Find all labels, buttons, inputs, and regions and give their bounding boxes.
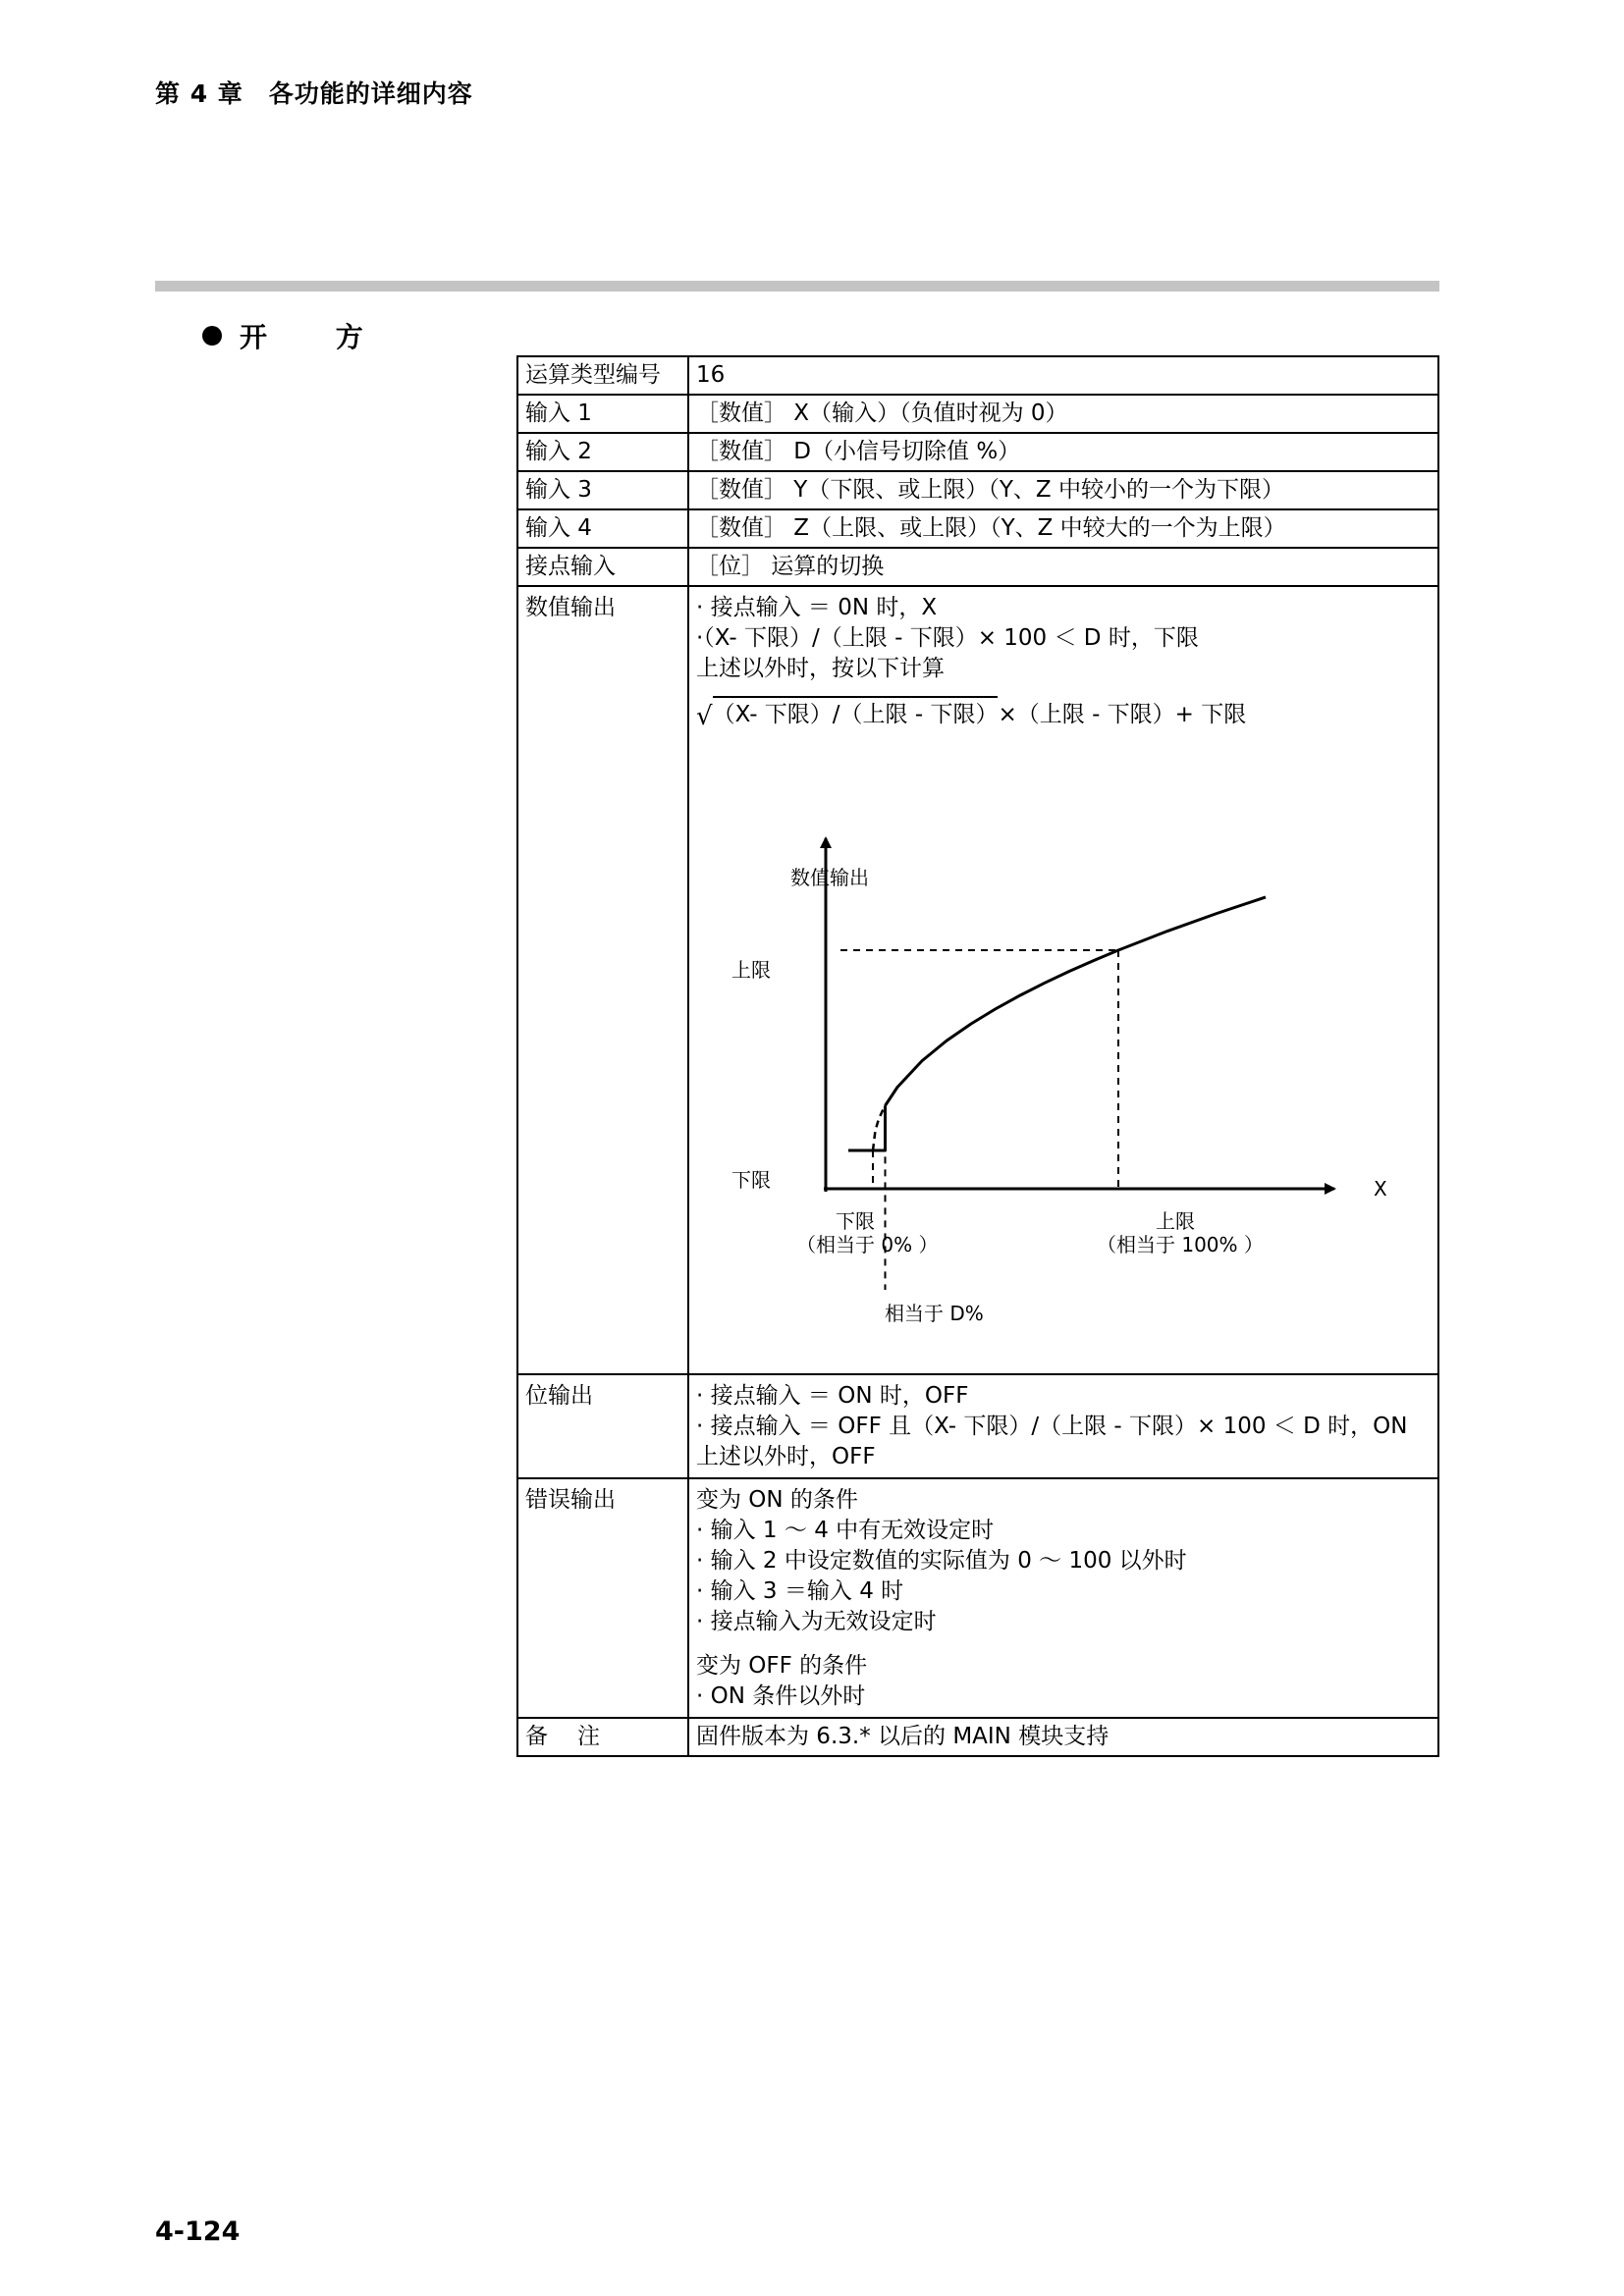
row-value: ［数值］ X（输入）（负值时视为 0）: [688, 395, 1438, 433]
x-tick-upper-label: 上限: [1156, 1209, 1195, 1233]
table-row: [517, 356, 1438, 395]
x-tick-upper-note: （相当于 100% ）: [1097, 1233, 1264, 1256]
sqrt-formula: [696, 696, 1431, 730]
chart-svg: [696, 730, 1383, 1368]
row-key: 数值输出: [517, 586, 688, 1374]
table-row-error-output: [517, 1478, 1438, 1718]
table-row: [517, 471, 1438, 509]
d-percent-label: 相当于 D%: [885, 1302, 984, 1325]
error-off-title: 变为 OFF 的条件: [696, 1653, 868, 1679]
formula-radicand: （X- 下限）/（上限 - 下限）: [713, 696, 999, 730]
numeric-output-line: · 接点输入 ＝ 0N 时，X: [696, 595, 938, 620]
x-tick-lower-label: 下限: [836, 1209, 875, 1233]
series-line-1: [886, 897, 1267, 1105]
error-on-line: · 接点输入为无效设定时: [696, 1609, 937, 1634]
table-row: [517, 548, 1438, 586]
x-tick-upper: [1097, 1209, 1264, 1256]
table-row-bit-output: [517, 1374, 1438, 1478]
row-value: 16: [688, 356, 1438, 395]
numeric-output-line: ·（X- 下限）/（上限 - 下限）× 100 ＜ D 时，下限: [696, 625, 1199, 651]
row-value: 固件版本为 6.3.* 以后的 MAIN 模块支持: [688, 1718, 1438, 1756]
x-tick-lower-note: （相当于 0% ）: [796, 1233, 939, 1256]
table-row: [517, 1718, 1438, 1756]
row-key: 输入 4: [517, 509, 688, 548]
bit-output-line: · 接点输入 ＝ ON 时，OFF: [696, 1383, 969, 1409]
row-value: [688, 1374, 1438, 1478]
x-axis-label: X: [1374, 1177, 1387, 1201]
row-key: 输入 3: [517, 471, 688, 509]
bullet-icon: [202, 326, 222, 346]
bit-output-line: 上述以外时，OFF: [696, 1444, 876, 1469]
sqrt-chart: [696, 730, 1387, 1368]
spec-table: [516, 355, 1439, 1757]
row-key: 位输出: [517, 1374, 688, 1478]
row-key: 输入 2: [517, 433, 688, 471]
row-value: ［数值］ Y（下限、或上限）（Y、Z 中较小的一个为下限）: [688, 471, 1438, 509]
sqrt-symbol: √: [696, 702, 713, 731]
row-value: [688, 1478, 1438, 1718]
y-axis-label: 数值输出: [790, 866, 869, 889]
y-tick-upper: 上限: [731, 958, 771, 982]
row-value: ［数值］ D（小信号切除值 %）: [688, 433, 1438, 471]
remarks-key-text: 备注: [525, 1724, 629, 1749]
table-row: [517, 395, 1438, 433]
series-line-0: [848, 1105, 886, 1150]
y-tick-lower: 下限: [731, 1168, 771, 1192]
error-on-title: 变为 ON 的条件: [696, 1487, 858, 1513]
section-title: 开 方: [240, 321, 393, 353]
row-key: 输入 1: [517, 395, 688, 433]
table-row-numeric-output: [517, 586, 1438, 1374]
bit-output-line: · 接点输入 ＝ OFF 且（X- 下限）/（上限 - 下限）× 100 ＜ D 时，ON: [696, 1414, 1408, 1439]
table-row: [517, 509, 1438, 548]
row-key: 接点输入: [517, 548, 688, 586]
series-line-2: [873, 1105, 886, 1150]
chapter-header: 第 4 章 各功能的详细内容: [155, 80, 473, 108]
error-on-line: · 输入 1 ～ 4 中有无效设定时: [696, 1518, 995, 1543]
row-key: 运算类型编号: [517, 356, 688, 395]
section-divider: [155, 281, 1439, 292]
table-row: [517, 433, 1438, 471]
row-key: 错误输出: [517, 1478, 688, 1718]
x-tick-lower: [796, 1209, 939, 1256]
error-on-line: · 输入 3 ＝输入 4 时: [696, 1578, 904, 1604]
row-key: [517, 1718, 688, 1756]
row-value: [688, 586, 1438, 1374]
error-off-line: · ON 条件以外时: [696, 1683, 866, 1709]
row-value: ［数值］ Z（上限、或上限）（Y、Z 中较大的一个为上限）: [688, 509, 1438, 548]
row-value: ［位］ 运算的切换: [688, 548, 1438, 586]
error-on-line: · 输入 2 中设定数值的实际值为 0 ～ 100 以外时: [696, 1548, 1187, 1574]
page-number: 4-124: [155, 2216, 241, 2247]
numeric-output-line: 上述以外时，按以下计算: [696, 656, 945, 681]
section-heading: [202, 316, 393, 355]
formula-rest: ×（上限 - 下限）+ 下限: [998, 702, 1247, 727]
